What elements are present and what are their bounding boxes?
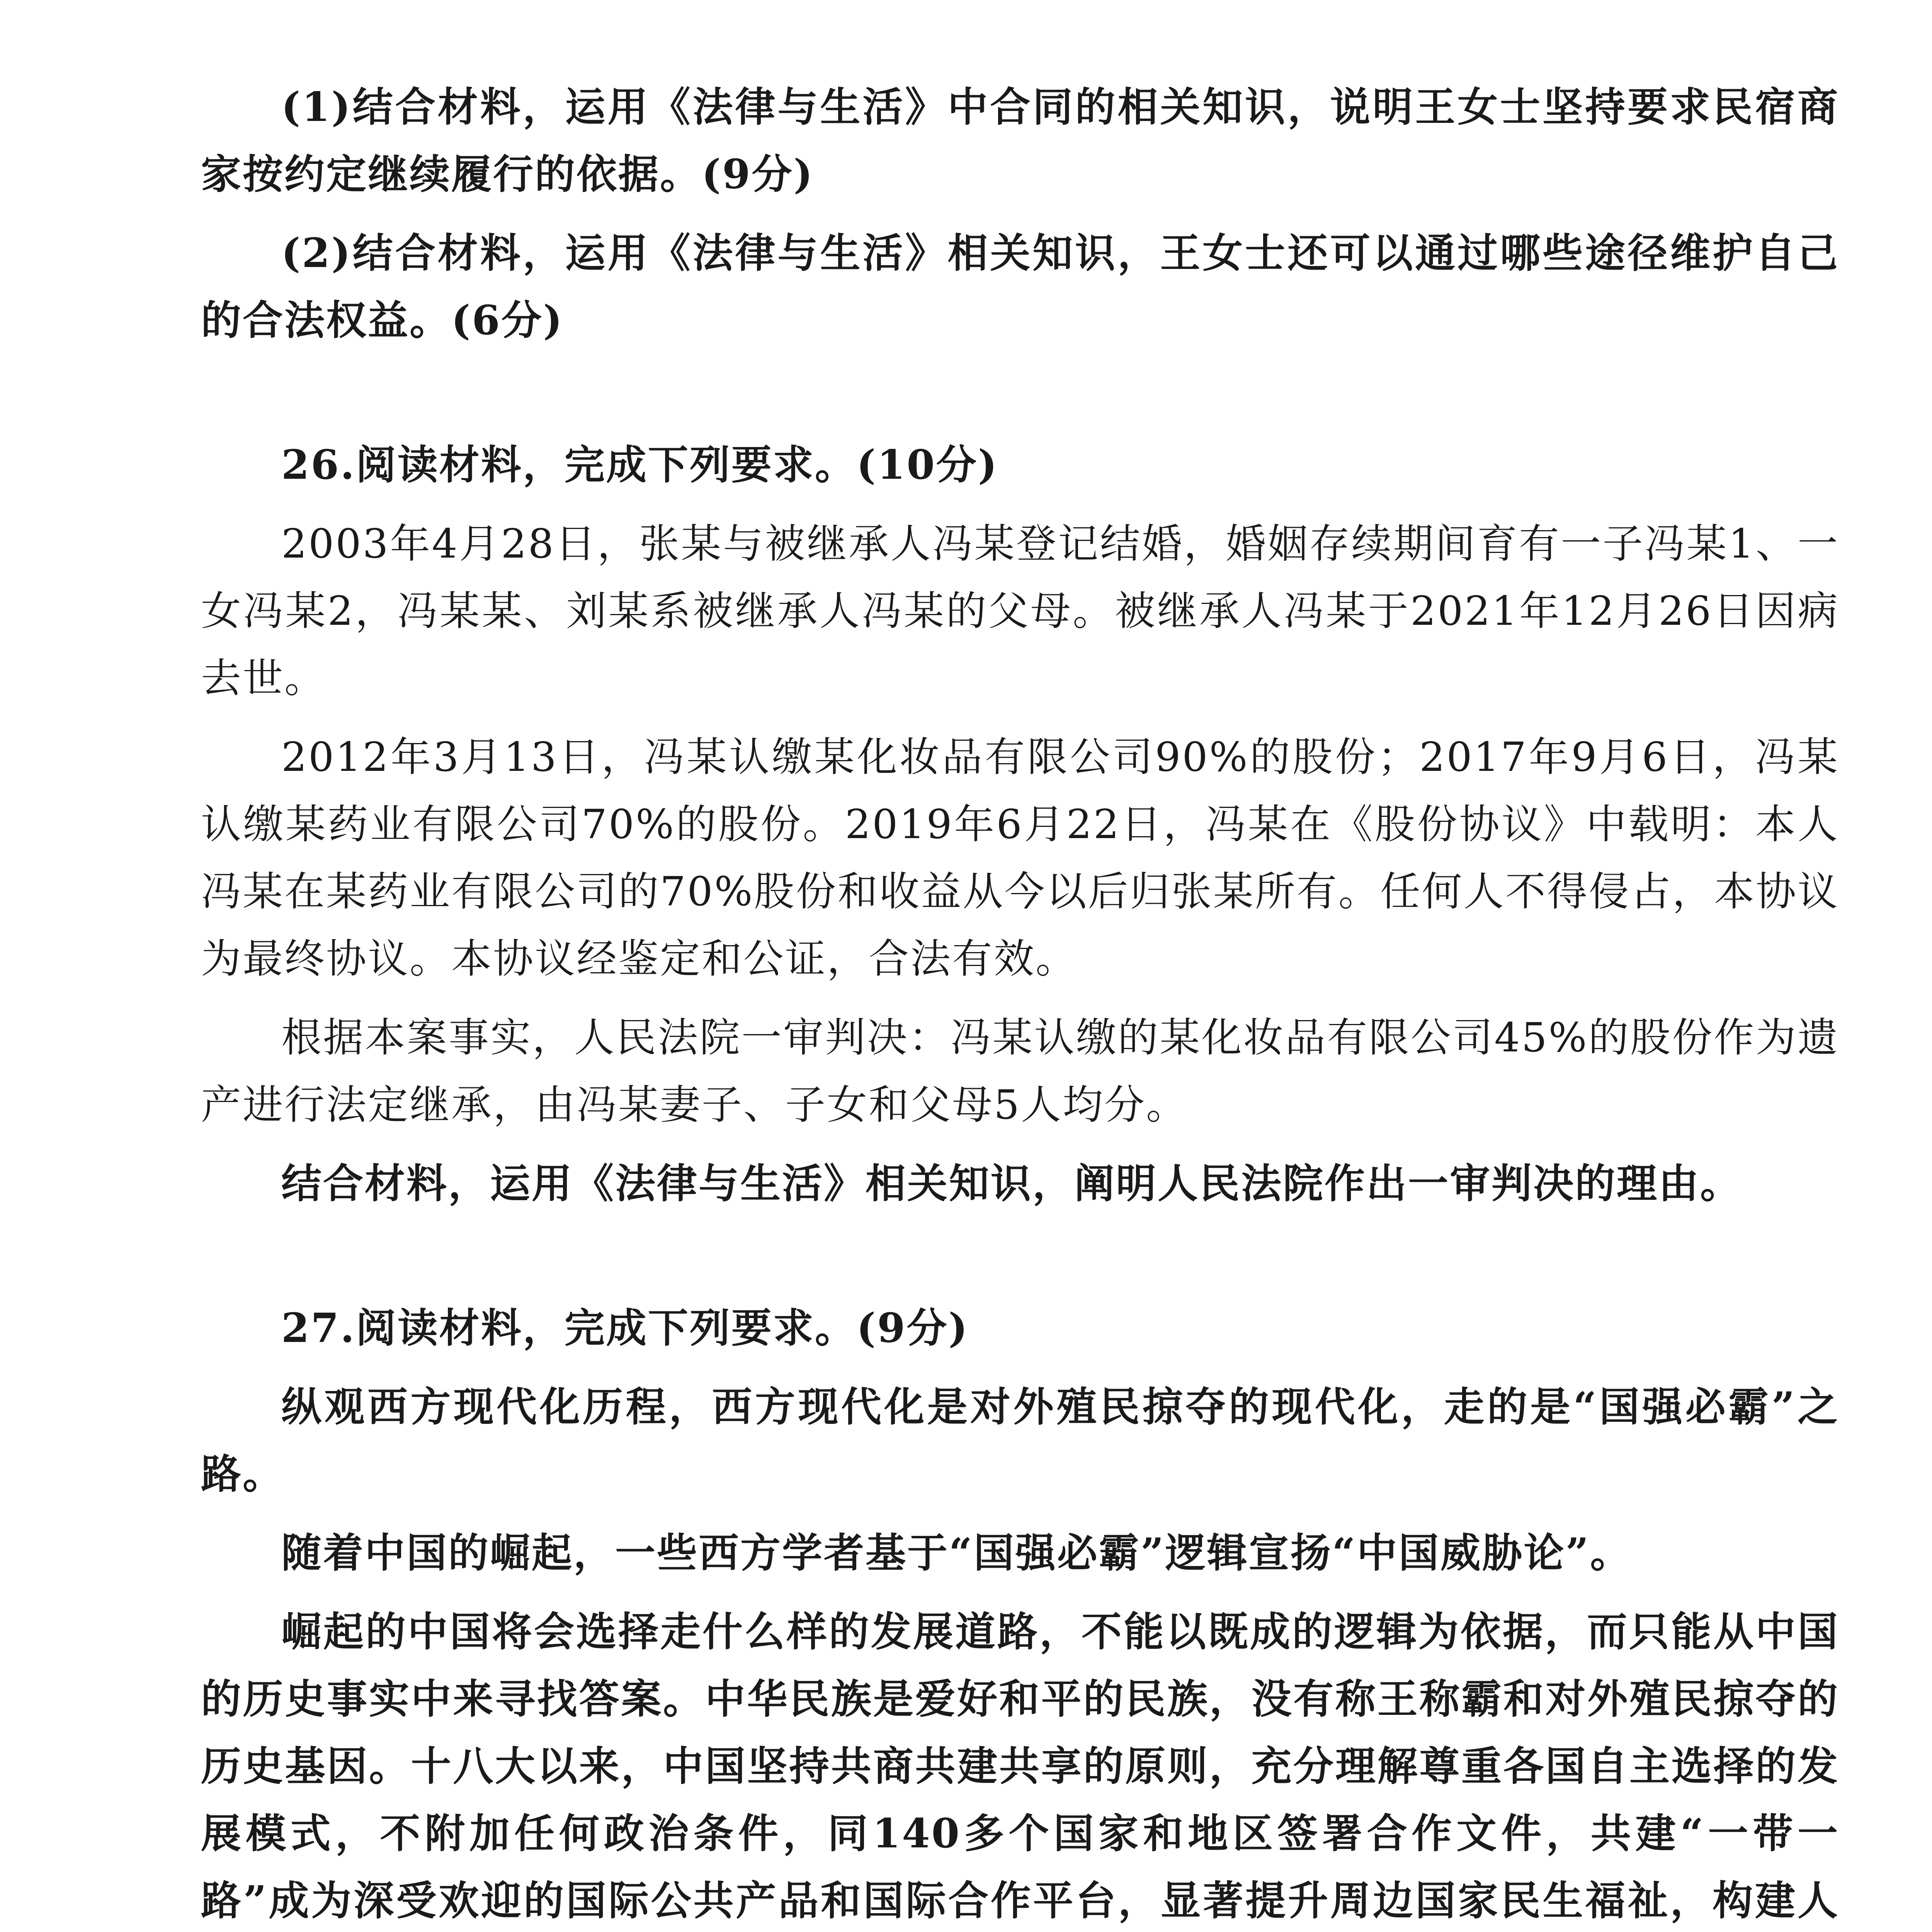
q26-paragraph-1: 2003年4月28日，张某与被继承人冯某登记结婚，婚姻存续期间育有一子冯某1、一女冯某2，冯某某、刘某系被继承人冯某的父母。被继承人冯某于2021年12月26日因病去世。	[201, 520, 1839, 702]
q27-paragraph-3: 崛起的中国将会选择走什么样的发展道路，不能以既成的逻辑为依据，而只能从中国的历史事实中来寻找答案。中华民族是爱好和平的民族，没有称王称霸和对外殖民掠夺的历史基因。十八大以来，中国坚持共商共建共享的原则，充分理解尊重各国自主选择的发展模式，不附加任何政治条件，同140多个国家和地区签署合作文件，共建“一带一路”成为深受欢迎的国际公共产品和国际合作平台，显著提升周边国家民生福祉，构建人	[201, 1608, 1839, 1924]
q27-title: 27.阅读材料，完成下列要求。(9分)	[281, 1304, 969, 1352]
q25-subquestion-1: (1)结合材料，运用《法律与生活》中合同的相关知识，说明王女士坚持要求民宿商家按约定继续履行的依据。(9分)	[201, 83, 1839, 198]
q25-subquestion-2: (2)结合材料，运用《法律与生活》相关知识，王女士还可以通过哪些途径维护自己的合法权益。(6分)	[201, 229, 1839, 344]
q26-title: 26.阅读材料，完成下列要求。(10分)	[281, 441, 999, 488]
q26-requirement: 结合材料，运用《法律与生活》相关知识，阐明人民法院作出一审判决的理由。	[281, 1160, 1742, 1207]
q27-paragraph-2: 随着中国的崛起，一些西方学者基于“国强必霸”逻辑宣扬“中国威胁论”。	[281, 1529, 1632, 1577]
q26-paragraph-2: 2012年3月13日，冯某认缴某化妆品有限公司90%的股份；2017年9月6日，冯某认缴某药业有限公司70%的股份。2019年6月22日，冯某在《股份协议》中载明：本人冯某在某药业有限公司的70%股份和收益从今以后归张某所有。任何人不得侵占，本协议为最终协议。本协议经鉴定和公证，合法有效。	[201, 733, 1839, 982]
q27-paragraph-1: 纵观西方现代化历程，西方现代化是对外殖民掠夺的现代化，走的是“国强必霸”之路。	[201, 1383, 1839, 1498]
page-content	[201, 73, 1839, 1932]
q26-paragraph-3: 根据本案事实，人民法院一审判决：冯某认缴的某化妆品有限公司45%的股份作为遗产进行法定继承，由冯某妻子、子女和父母5人均分。	[201, 1014, 1839, 1128]
